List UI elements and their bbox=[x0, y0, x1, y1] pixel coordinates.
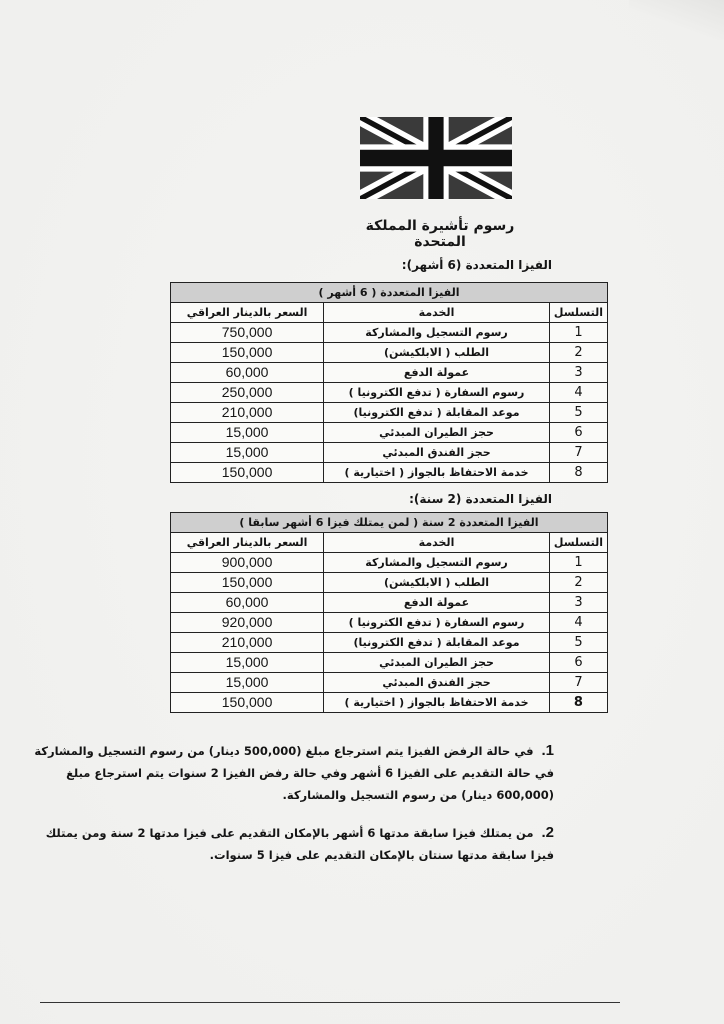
note-text: في حالة الرفض الفيزا يتم استرجاع مبلغ (500,000 دينار) من رسوم التسجيل والمشاركة في حالة التقديم على الفيزا 6 أشهر وفي حالة رفض الفيزا 2 سنوات يتم استرجاع مبلغ (600,000 دينار) من رسوم التسجيل والمشاركة. bbox=[34, 744, 554, 802]
serial-cell: 2 bbox=[549, 343, 607, 363]
column-header-price: السعر بالدينار العراقي bbox=[171, 533, 324, 553]
table-header-row bbox=[171, 533, 608, 553]
price-cell: 15,000 bbox=[171, 673, 324, 693]
serial-cell: 4 bbox=[549, 383, 607, 403]
bottom-divider bbox=[40, 1002, 620, 1003]
page-corner-fold bbox=[629, 0, 724, 40]
table-row bbox=[171, 383, 608, 403]
table-row bbox=[171, 363, 608, 383]
note-number: 1. bbox=[541, 742, 554, 759]
service-cell: حجز الطيران المبدئي bbox=[324, 653, 550, 673]
service-cell: رسوم التسجيل والمشاركة bbox=[324, 553, 550, 573]
table-row bbox=[171, 553, 608, 573]
price-cell: 60,000 bbox=[171, 593, 324, 613]
table-row bbox=[171, 613, 608, 633]
document-title: رسوم تأشيرة المملكة المتحدة bbox=[365, 218, 515, 250]
column-header-service: الخدمة bbox=[324, 533, 550, 553]
service-cell: الطلب ( الابلكيشن) bbox=[324, 573, 550, 593]
service-cell: حجز الطيران المبدئي bbox=[324, 423, 550, 443]
table-row bbox=[171, 633, 608, 653]
note-refund-policy bbox=[34, 740, 554, 806]
serial-cell: 3 bbox=[549, 363, 607, 383]
price-cell: 250,000 bbox=[171, 383, 324, 403]
service-cell: حجز الفندق المبدئي bbox=[324, 673, 550, 693]
table-row bbox=[171, 673, 608, 693]
serial-cell: 5 bbox=[549, 633, 607, 653]
service-cell: رسوم السفارة ( تدفع الكترونيا ) bbox=[324, 613, 550, 633]
serial-cell: 8 bbox=[549, 693, 607, 713]
price-cell: 210,000 bbox=[171, 633, 324, 653]
serial-cell: 1 bbox=[549, 553, 607, 573]
serial-cell: 3 bbox=[549, 593, 607, 613]
price-cell: 150,000 bbox=[171, 463, 324, 483]
price-cell: 150,000 bbox=[171, 573, 324, 593]
column-header-serial: التسلسل bbox=[549, 533, 607, 553]
note-eligibility bbox=[34, 822, 554, 866]
table-row bbox=[171, 593, 608, 613]
table-caption: الفيزا المتعددة ( 6 أشهر ) bbox=[171, 283, 608, 303]
price-cell: 920,000 bbox=[171, 613, 324, 633]
serial-cell: 8 bbox=[549, 463, 607, 483]
price-cell: 210,000 bbox=[171, 403, 324, 423]
union-jack-flag-icon bbox=[360, 117, 512, 199]
column-header-serial: التسلسل bbox=[549, 303, 607, 323]
service-cell: موعد المقابلة ( تدفع الكترونيا) bbox=[324, 403, 550, 423]
serial-cell: 1 bbox=[549, 323, 607, 343]
service-cell: الطلب ( الابلكيشن) bbox=[324, 343, 550, 363]
table-row bbox=[171, 443, 608, 463]
table-row bbox=[171, 573, 608, 593]
price-cell: 60,000 bbox=[171, 363, 324, 383]
table-caption: الفيزا المتعددة 2 سنة ( لمن يمتلك فيزا 6 أشهر سابقا ) bbox=[171, 513, 608, 533]
serial-cell: 6 bbox=[549, 423, 607, 443]
table-row bbox=[171, 403, 608, 423]
section-heading-6-months: الفيزا المتعددة (6 أشهر): bbox=[401, 258, 552, 272]
table-caption-row bbox=[171, 513, 608, 533]
price-cell: 150,000 bbox=[171, 693, 324, 713]
column-header-price: السعر بالدينار العراقي bbox=[171, 303, 324, 323]
note-text: من يمتلك فيزا سابقة مدتها 6 أشهر بالإمكان التقديم على فيزا مدتها 2 سنة ومن يمتلك فيزا سابقة مدتها سنتان بالإمكان التقديم على فيزا 5 سنوات. bbox=[45, 826, 554, 862]
service-cell: خدمة الاحتفاظ بالجواز ( اختيارية ) bbox=[324, 463, 550, 483]
serial-cell: 2 bbox=[549, 573, 607, 593]
table-row bbox=[171, 343, 608, 363]
service-cell: رسوم السفارة ( تدفع الكترونيا ) bbox=[324, 383, 550, 403]
price-cell: 750,000 bbox=[171, 323, 324, 343]
service-cell: حجز الفندق المبدئي bbox=[324, 443, 550, 463]
fees-table-6-months bbox=[170, 282, 608, 483]
table-row bbox=[171, 653, 608, 673]
price-cell: 15,000 bbox=[171, 443, 324, 463]
service-cell: خدمة الاحتفاظ بالجواز ( اختيارية ) bbox=[324, 693, 550, 713]
serial-cell: 7 bbox=[549, 443, 607, 463]
service-cell: عمولة الدفع bbox=[324, 363, 550, 383]
table-header-row bbox=[171, 303, 608, 323]
serial-cell: 4 bbox=[549, 613, 607, 633]
service-cell: رسوم التسجيل والمشاركة bbox=[324, 323, 550, 343]
fees-table-2-years bbox=[170, 512, 608, 713]
note-number: 2. bbox=[541, 824, 554, 841]
price-cell: 15,000 bbox=[171, 653, 324, 673]
table-caption-row bbox=[171, 283, 608, 303]
column-header-service: الخدمة bbox=[324, 303, 550, 323]
price-cell: 15,000 bbox=[171, 423, 324, 443]
table-row bbox=[171, 423, 608, 443]
price-cell: 150,000 bbox=[171, 343, 324, 363]
serial-cell: 6 bbox=[549, 653, 607, 673]
serial-cell: 5 bbox=[549, 403, 607, 423]
table-row bbox=[171, 693, 608, 713]
serial-cell: 7 bbox=[549, 673, 607, 693]
table-row bbox=[171, 323, 608, 343]
table-row bbox=[171, 463, 608, 483]
section-heading-2-years: الفيزا المتعددة (2 سنة): bbox=[409, 492, 552, 506]
price-cell: 900,000 bbox=[171, 553, 324, 573]
service-cell: عمولة الدفع bbox=[324, 593, 550, 613]
service-cell: موعد المقابلة ( تدفع الكترونيا) bbox=[324, 633, 550, 653]
